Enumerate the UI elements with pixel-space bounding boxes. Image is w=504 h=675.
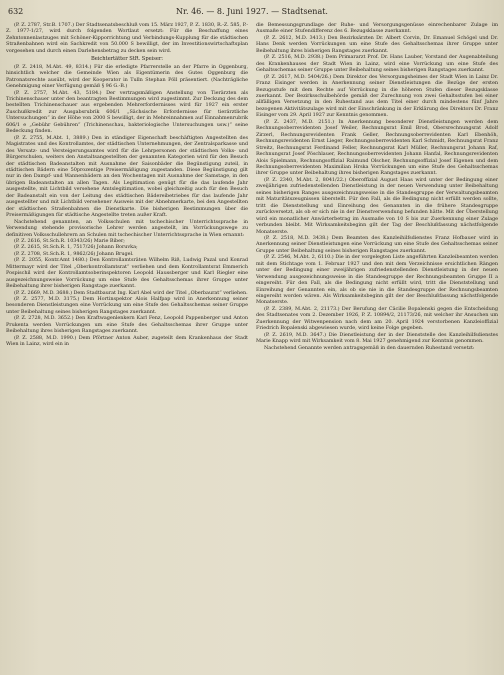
paragraph: (P. Z. 2757, M.Abt. 43, 5184.) Der vertragsmäßigen Anstellung von Tierärzten als Trichinenschauer unter den beantragten Bestimmungen wird zugestimmt. Zur Deckung des dem bestellten Trichinenschauer aus ergebenden Mehrerfordernisses wird für 1927 ein erster Zuschußkredit zur Ausgabsrubrik 606/1 „Sächsische Erfordernisse für tierärztliche Untersuchungen“ in der Höhe von 2000 S bewilligt, der in Mehreinnahmen auf Einnahmenrubrik 606/1 e „Gebühr Gebühren“ (Trichinenschau, bakteriologische Untersuchungen usw.)“ seine Bedeckung finden. — [6, 89, 248, 135]
page-header — [6, 4, 498, 20]
paragraph: (P. Z. 2588, M.D. 1990.) Dem Pförtner Anton Auber, zugeteilt dem Krankenhaus der Stadt Wien in Lainz, wird ein in — [6, 334, 248, 348]
section-heading: Beichtertätter StR. Speiser: — [91, 56, 163, 63]
paragraph: (P. Z. 2340, M.Abt. 2, 8041/22.) Oberoffizial August Haas wird unter der Bedingung einer zweijährigen zufriedenstellenden Dienstleistung in der neuen Verwendung unter Beibehaltung seines bisherigen Ranges ausgezeichnungsweise in die Standesgruppe der Verwaltungsbeamten mit Maturitätszeugnissen überstellt. Für den Fall, als die Bedingung nicht erfüllt werden sollte, tritt die Dienststellung und Einreihung des Genannten in die frühere Standesgruppe zurückversetzt, als ob er sich nie in der Dienstverwendung befunden hätte. Mit der Überstellung wird ein monatlicher Anwärterbetrag im Ausmaße von 10 S bis zur Zuerkennung einer Zulage verbunden bleibt. Mit Wirksamkeitsbeginn gilt der Tag der Beschlußfassung nächstfolgende Monatserste. — [256, 176, 498, 235]
paragraph: (P. Z. 2669, M.D. 3688.) Dem Stadtbaurat Ing. Karl Abel wird der Titel „Oberbaurat“ verliehen. — [14, 289, 248, 296]
list-item: (P. Z. 2615, St.Sch.R. 1, 7517/26) Johann Boruvka; — [14, 244, 138, 251]
paragraph: Nachstehend Genannte werden antragsgemäß in den dauernden Ruhestand versetzt: — [264, 344, 475, 351]
page-number: 632 — [8, 7, 24, 16]
paragraph: (P. Z. 2617, M.D. 5404/26.) Dem Direktor des Versorgungsheimes der Stadt Wien in Lainz Dr. Franz Eisinger werden in Anerkennung seiner Dienstleistungen die Bezüge der ersten Bezugsstufe mit dem Rechte auf Vorrückung in die höheren Stufen dieser Bezugsklasse zuerkannt. Der Bezirksschulbehörde gemäß der Zurechnung von zwei Gehaltsstufen bei einer allfälligen Versetzung in den Ruhestand aus dem Titel einer durch mindestens fünf Jahre bezogenen Aktivitätszulage wird mit der Einschränkung in der Erklärung des Direktors Dr. Franz Eisinger vom 29. April 1927 zur Kenntnis genommen. — [256, 73, 498, 119]
paragraph: (P. Z. 2755, M.Abt. 1, 3889.) Den in ständiger Eigenschaft beschäftigten Angestellten des Magistrates und des Kontrollamtes, der städtischen Unternehmungen, der Zentralsparkasse und des Versatz- und Versteigerungsamtes wird für die Lehrpersonen der städtischen Volks- und Bürgerschulen, weiters den Anstaltsangestellten der genannten Kategorien wird für den Besuch der städtischen Badeanstalten mit Ausnahme der Saisonbäder die Begünstigung zuteil, in städtischen Bädern eine 50prozentige Preisermäßigung zugestanden. Diese Begünstigung gilt nur in den Dampf- und Wannenbädern an den Wochentagen mit Ausnahme der Samstage, in den übrigen Badeanstalten an allen Tagen. Als Legitimation genügt für die das laufende Jahr ausgestellte, mit Lichtbild versehene Amtslegitimation, wobei gleichzeitig auch für den Besuch der Badeanstalt ein von der Leitung des städtischen Bädereibetriebes für das laufende Jahr ausgestellter und mit Lichtbild versehener Ausweis mit der Abnehmerkarte, bei den Angestellten der städtischen Straßenbahnen die Dienstkarte. Die bisherigen Bestimmungen über die Preisermäßigungen für städtische Angestellte treten außer Kraft. — [6, 134, 248, 219]
paragraph: (P. Z. 2619, M.D. 3647.) Die Dienstleistung der in der Dienststelle des Kanzleihilfsdienstes Marie Knapp wird mit Wirksamkeit vom 8. Mai 1927 genehmigend zur Kenntnis genommen. — [256, 331, 498, 345]
paragraph: (P. Z. 2546, M.Abt. 2, 6110.) Die in der vorgelegten Liste angeführten Kanzleibeamten werden mit dem Stichtage vom 1. Februar 1927 und den mit dem Verzeichnisse ersichtlichen Rängen unter der Bedingung einer zweijährigen zufriedenstellenden Dienstleistung in der neuen Verwendung ausgezeichnungsweise in die Standesgruppe der Rechnungsbeamten Gruppe II a eingereiht. Für den Fall, als die Bedingung nicht erfüllt wird, tritt die Dienststellung und Einreihung der Genannten ein, als ob sie nie in die Standesgruppe der Rechnungsbeamten eingereiht worden wären. Als Wirksamkeitsbeginn gilt der der Beschlußfassung nächstfolgende Monatserste. — [256, 254, 498, 306]
left-column — [6, 22, 248, 670]
paragraph: (P. Z. 2389, M.Abt. 2, 21173.) Der Berufung der Cäcilie Bopalenski gegen die Entscheidung des Stadtsenates vom 2. Dezember 1926, P. Z. 10894/2, 21173/26, mit welcher ihr Ansuchen um Zuerkennung der Witwenpension nach dem am 20. April 1924 verstorbenen Kanzleioffizial Friedrich Bopalenski abgewiesen wurde, wird keine Folge gegeben. — [256, 305, 498, 332]
running-head: Nr. 46. — 8. Juni 1927. — Stadtsenat. — [176, 7, 328, 16]
paragraph: (P. Z. 2418, M.Abt. 49, 8314.) Für die erledigte Pfarrerstelle an der Pfarre in Oggenburg, hinsichtlich welcher die Gemeinde Wien als Eigentümerin des Gutes Oggenburg die Patronatsrechte ausübt, wird der Kooperator in Tulln Stephan Pöll präsentiert. (Nachträgliche Genehmigung einer Verfügung gemäß § 96 G.-B.) — [6, 63, 248, 90]
paragraph: (P. Z. 2437, M.D. 2151.) In Anerkennung besonderer Dienstleistungen werden dem Rechnungsoberrevidenten Josef Weiler, Rechnungsrat Emil Brod, Obersrechnungsrat Adolf Zirzerl, Rechnungsrevidenten Frank Geller, Rechnungsoberrevidenten Karl Ebenhöh, Rechnungsrevidenten Ernst Lieger, Rechnungsoberrevidenten Karl Schmidt, Rechnungsrat Franz Streitz, Rechnungsrat Ferdinand Feller, Rechnungsrat Karl Müller, Rechnungsrat Johann Raf, Rechnungsrat Josef Pöschlauer, Rechnungsoberrevidenten Johann Hanfal, Rechnungsrevidenten Alois Spielmann, Rechnungsoffizial Raimund Olscher, Rechnungsoffizial Josef Eigenen und dem Rechnungsoberrevidenten Maximilian Hrska Vorrückungen um eine Stufe des Gehaltsschemas ihrer Gruppe unter Beibehaltung ihres bisherigen Rangstages zuerkannt. — [256, 118, 498, 177]
paragraph: (P. Z. 2787, Str.B. 1707.) Der Stadtsenatsbeschluß vom 15. März 1927, P. Z. 1830, R.-Z. 585, P.-Z. 1977-1/27, wird durch folgenden Wortlaut ersetzt: Für die Beschaffung eines Zehntonnenlastzuges mit Schöner-Kipporrichtung und Verbindungs-Kupplung für die städtischen Straßenbahnen wird ein Sachkredit von 50.000 S bewilligt, der im Investitionswirtschaftsplan vorgesehen und durch einen Darlehensbetrag zu decken sein wird. — [6, 22, 248, 54]
paragraph: Nachstehend genannten, an Volksschulen mit tschechischer Unterrichtssprache in Verwendung stehende provisorische Lehrer werden angestellt, im Vorrückungswege zu definitiven Volksschullehrern an Schulen mit tschechischer Unterrichtssprache in Wien ernannt: — [6, 218, 248, 238]
text-columns — [6, 22, 498, 670]
paragraph: (P. Z. 2518, M.D. 3438.) Dem Beamten des Kanzleihilfsdienstes Franz Hofbauer wird in Anerkennung seiner Dienstleistungen eine Vorrückung um eine Stufe des Gehaltsschemas seiner Gruppe unter Beibehaltung seines bisherigen Rangstages zuerkannt. — [256, 234, 498, 254]
paragraph: (P. Z. 2516, M.D. 2938.) Dem Primararzt Prof. Dr. Hans Lauber, Vorstand der Augenabteilung des Krankenhauses der Stadt Wien in Lainz, wird eine Vorrückung um eine Stufe des Gehaltsschemas seiner Gruppe unter Beibehaltung seines bisherigen Rangstages zuerkannt. — [256, 54, 498, 74]
list-item: (P. Z. 2616, St.Sch.R. 10343/26) Marie Biber; — [14, 237, 125, 244]
paragraph: (P. Z. 2577, M.D. 3175.) Dem Hortinspektor Alois Halfpap wird in Anerkennung seiner besonderen Dienstleistungen eine Vorrückung um eine Stufe des Gehaltsschemas seiner Gruppe unter Beibehaltung seines bisherigen Rangstages zuerkannt. — [6, 296, 248, 315]
paragraph: (P. Z. 2728, M.D. 3652.) Den Kraftwagenlenkern Karl Fenz, Leopold Pappenberger und Anton Prukenta werden Vorrückungen um eine Stufe des Gehaltsschemas ihrer Gruppe unter Beibehaltung ihres bisherigen Rangstages zuerkannt. — [6, 315, 248, 335]
right-column — [256, 22, 498, 670]
list-item: (P. Z. 2708, St.Sch.R. 1, 9862/26) Johann Brugel. — [14, 250, 134, 257]
paragraph: (P. Z. 2055, Kontr.Amt 1480.) Den Kontrollamtsräten Wilhelm Riß, Ludwig Pazal und Konrad Mittermayr wird der Titel „Oberkontrollamtsrat“ verliehen und dem Kontrollamtsrat Emmerich Pospischil wird der Kontrollamtsoberinspektoren Leopold Haussberger und Karl Riegler eine ausgezeichnungsweise Vorrückung um eine Stufe des Gehaltsschemas ihrer Gruppe unter Beibehaltung ihrer bisherigen Rangstage zuerkannt. — [6, 257, 248, 290]
paragraph-continued: die Bemessungsgrundlage der Ruhe- und Versorgungsgenüsse einrechenbarer Zulage im Ausmaße einer Stufendifferenz des 6. Bezugsklasse zuerkannt. — [256, 22, 498, 35]
paragraph: (P. Z. 2612, M.D. 3413.) Den Bezirksärzten Dr. Albert Corvin, Dr. Emanuel Schögel und Dr. Hans Denk werden Vorrückungen um eine Stufe des Gehaltsschemas ihrer Gruppe unter Beibehaltung ihres bisherigen Rangstages zuerkannt. — [256, 34, 498, 54]
